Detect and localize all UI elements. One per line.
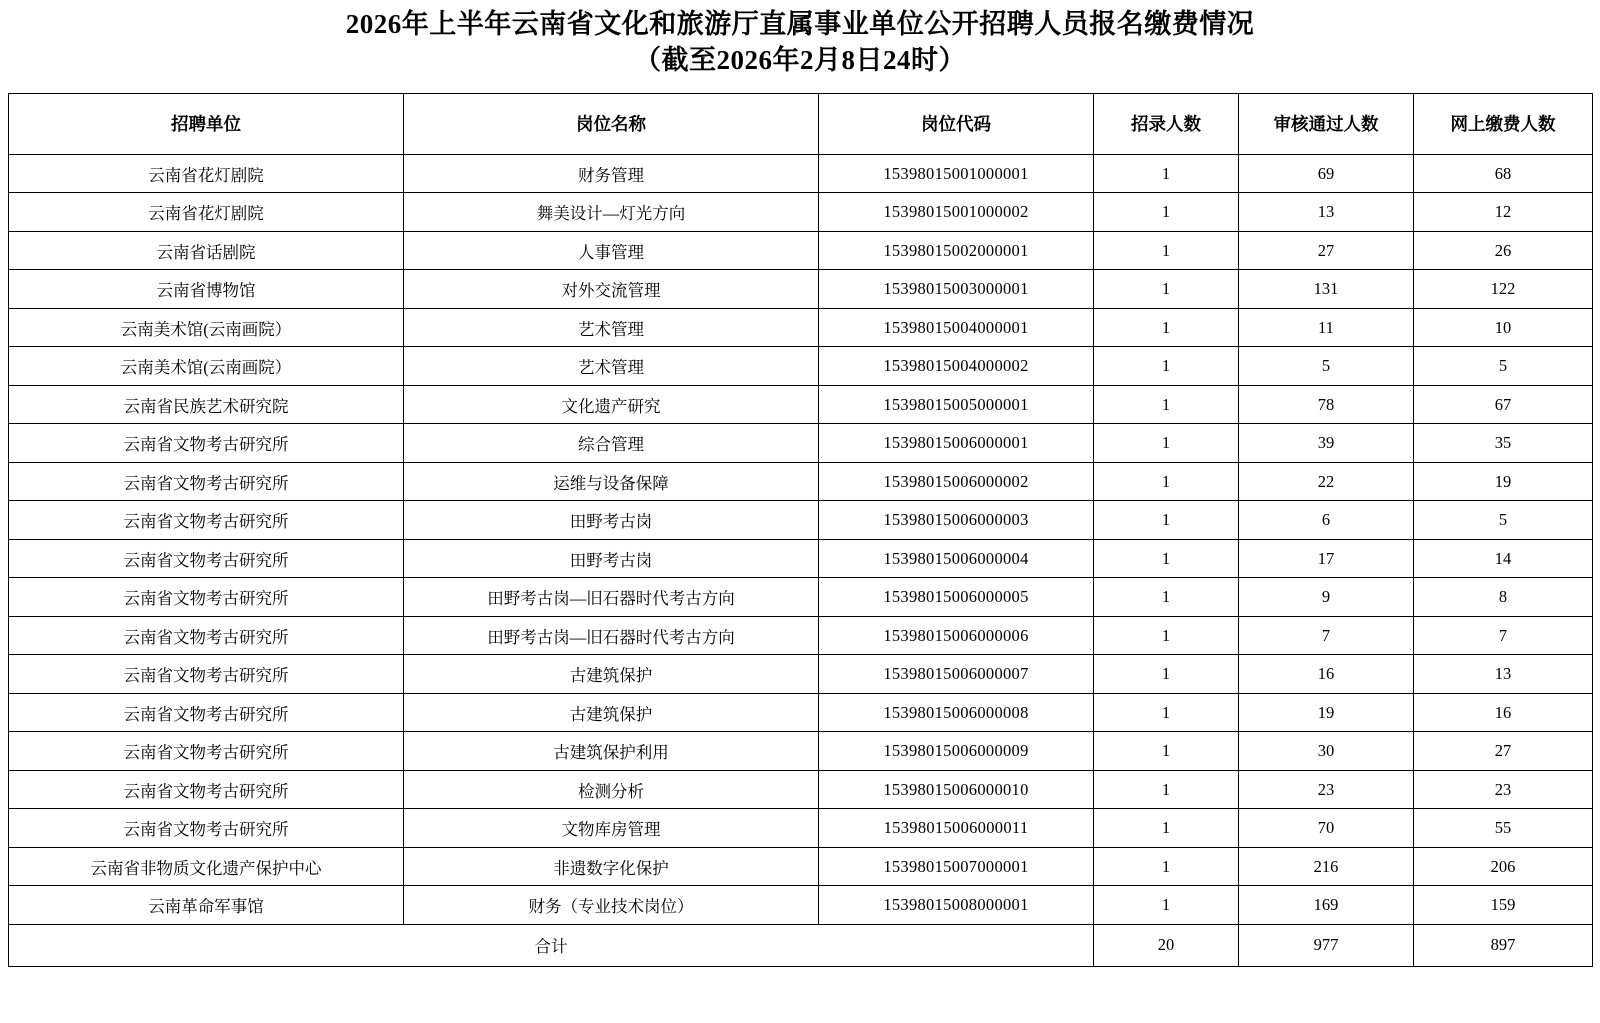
cell-unit: 云南美术馆(云南画院） [9, 308, 404, 347]
cell-hire: 1 [1094, 193, 1239, 232]
cell-unit: 云南省文物考古研究所 [9, 578, 404, 617]
cell-code: 15398015002000001 [819, 231, 1094, 270]
cell-hire: 1 [1094, 655, 1239, 694]
recruitment-table [8, 93, 1593, 967]
cell-total-paid: 897 [1414, 924, 1593, 966]
cell-hire: 1 [1094, 886, 1239, 925]
cell-paid: 16 [1414, 693, 1593, 732]
cell-paid: 26 [1414, 231, 1593, 270]
cell-unit: 云南省文物考古研究所 [9, 424, 404, 463]
cell-hire: 1 [1094, 809, 1239, 848]
cell-hire: 1 [1094, 308, 1239, 347]
cell-passed: 78 [1239, 385, 1414, 424]
cell-post: 艺术管理 [404, 308, 819, 347]
cell-passed: 9 [1239, 578, 1414, 617]
cell-post: 对外交流管理 [404, 270, 819, 309]
cell-code: 15398015008000001 [819, 886, 1094, 925]
table-row [9, 693, 1593, 732]
cell-hire: 1 [1094, 578, 1239, 617]
cell-passed: 23 [1239, 770, 1414, 809]
cell-unit: 云南省文物考古研究所 [9, 770, 404, 809]
cell-passed: 13 [1239, 193, 1414, 232]
table-row [9, 770, 1593, 809]
cell-code: 15398015006000009 [819, 732, 1094, 771]
cell-code: 15398015001000002 [819, 193, 1094, 232]
column-header-paid-count: 网上缴费人数 [1414, 93, 1593, 154]
cell-total-hire: 20 [1094, 924, 1239, 966]
table-row [9, 385, 1593, 424]
cell-post: 古建筑保护 [404, 693, 819, 732]
cell-unit: 云南省文物考古研究所 [9, 539, 404, 578]
cell-paid: 13 [1414, 655, 1593, 694]
cell-post: 文物库房管理 [404, 809, 819, 848]
cell-paid: 8 [1414, 578, 1593, 617]
cell-unit: 云南革命军事馆 [9, 886, 404, 925]
cell-unit: 云南省博物馆 [9, 270, 404, 309]
table-row [9, 347, 1593, 386]
cell-paid: 122 [1414, 270, 1593, 309]
cell-code: 15398015006000010 [819, 770, 1094, 809]
cell-hire: 1 [1094, 347, 1239, 386]
cell-paid: 10 [1414, 308, 1593, 347]
cell-hire: 1 [1094, 231, 1239, 270]
cell-code: 15398015004000002 [819, 347, 1094, 386]
cell-passed: 6 [1239, 501, 1414, 540]
column-header-post: 岗位名称 [404, 93, 819, 154]
cell-hire: 1 [1094, 424, 1239, 463]
cell-passed: 131 [1239, 270, 1414, 309]
cell-passed: 19 [1239, 693, 1414, 732]
table-row [9, 308, 1593, 347]
cell-post: 文化遗产研究 [404, 385, 819, 424]
table-row [9, 501, 1593, 540]
cell-passed: 216 [1239, 847, 1414, 886]
table-row [9, 655, 1593, 694]
cell-passed: 70 [1239, 809, 1414, 848]
cell-code: 15398015006000006 [819, 616, 1094, 655]
cell-hire: 1 [1094, 462, 1239, 501]
table-header-row [9, 93, 1593, 154]
cell-passed: 5 [1239, 347, 1414, 386]
cell-code: 15398015006000008 [819, 693, 1094, 732]
table-row [9, 539, 1593, 578]
cell-unit: 云南省文物考古研究所 [9, 809, 404, 848]
document-title-block [0, 0, 1600, 79]
column-header-hire-count: 招录人数 [1094, 93, 1239, 154]
column-header-passed-count: 审核通过人数 [1239, 93, 1414, 154]
cell-hire: 1 [1094, 539, 1239, 578]
table-row [9, 193, 1593, 232]
cell-unit: 云南省文物考古研究所 [9, 616, 404, 655]
cell-paid: 68 [1414, 154, 1593, 193]
table-row [9, 578, 1593, 617]
cell-post: 运维与设备保障 [404, 462, 819, 501]
table-row [9, 154, 1593, 193]
cell-unit: 云南省文物考古研究所 [9, 655, 404, 694]
cell-unit: 云南省花灯剧院 [9, 193, 404, 232]
cell-hire: 1 [1094, 693, 1239, 732]
cell-passed: 30 [1239, 732, 1414, 771]
cell-code: 15398015006000004 [819, 539, 1094, 578]
cell-passed: 27 [1239, 231, 1414, 270]
cell-unit: 云南省文物考古研究所 [9, 693, 404, 732]
cell-code: 15398015004000001 [819, 308, 1094, 347]
cell-code: 15398015006000005 [819, 578, 1094, 617]
cell-post: 非遗数字化保护 [404, 847, 819, 886]
table-row [9, 847, 1593, 886]
cell-hire: 1 [1094, 616, 1239, 655]
column-header-code: 岗位代码 [819, 93, 1094, 154]
cell-total-passed: 977 [1239, 924, 1414, 966]
cell-paid: 23 [1414, 770, 1593, 809]
cell-total-label: 合计 [9, 924, 1094, 966]
table-container [0, 93, 1600, 967]
cell-unit: 云南省话剧院 [9, 231, 404, 270]
cell-unit: 云南省文物考古研究所 [9, 732, 404, 771]
cell-paid: 12 [1414, 193, 1593, 232]
cell-unit: 云南省文物考古研究所 [9, 501, 404, 540]
table-row [9, 886, 1593, 925]
cell-post: 古建筑保护 [404, 655, 819, 694]
cell-paid: 35 [1414, 424, 1593, 463]
table-row [9, 270, 1593, 309]
cell-post: 田野考古岗—旧石器时代考古方向 [404, 616, 819, 655]
cell-paid: 14 [1414, 539, 1593, 578]
table-header [9, 93, 1593, 154]
cell-post: 田野考古岗—旧石器时代考古方向 [404, 578, 819, 617]
cell-hire: 1 [1094, 847, 1239, 886]
cell-post: 田野考古岗 [404, 501, 819, 540]
cell-code: 15398015001000001 [819, 154, 1094, 193]
cell-post: 田野考古岗 [404, 539, 819, 578]
table-body [9, 154, 1593, 966]
page-subtitle: （截至2026年2月8日24时） [634, 45, 966, 76]
cell-paid: 5 [1414, 347, 1593, 386]
cell-paid: 55 [1414, 809, 1593, 848]
cell-passed: 11 [1239, 308, 1414, 347]
cell-paid: 5 [1414, 501, 1593, 540]
cell-code: 15398015006000002 [819, 462, 1094, 501]
cell-passed: 17 [1239, 539, 1414, 578]
table-row [9, 809, 1593, 848]
cell-code: 15398015005000001 [819, 385, 1094, 424]
cell-post: 综合管理 [404, 424, 819, 463]
cell-post: 古建筑保护利用 [404, 732, 819, 771]
cell-code: 15398015006000001 [819, 424, 1094, 463]
cell-unit: 云南省花灯剧院 [9, 154, 404, 193]
cell-hire: 1 [1094, 270, 1239, 309]
table-row [9, 616, 1593, 655]
cell-hire: 1 [1094, 154, 1239, 193]
cell-passed: 22 [1239, 462, 1414, 501]
cell-hire: 1 [1094, 385, 1239, 424]
cell-hire: 1 [1094, 501, 1239, 540]
cell-post: 财务（专业技术岗位） [404, 886, 819, 925]
cell-paid: 27 [1414, 732, 1593, 771]
cell-hire: 1 [1094, 732, 1239, 771]
cell-post: 舞美设计—灯光方向 [404, 193, 819, 232]
cell-hire: 1 [1094, 770, 1239, 809]
cell-paid: 19 [1414, 462, 1593, 501]
cell-passed: 39 [1239, 424, 1414, 463]
cell-code: 15398015007000001 [819, 847, 1094, 886]
table-row [9, 732, 1593, 771]
cell-passed: 7 [1239, 616, 1414, 655]
cell-code: 15398015006000007 [819, 655, 1094, 694]
cell-paid: 159 [1414, 886, 1593, 925]
cell-code: 15398015003000001 [819, 270, 1094, 309]
cell-passed: 169 [1239, 886, 1414, 925]
cell-paid: 206 [1414, 847, 1593, 886]
page-title: 2026年上半年云南省文化和旅游厅直属事业单位公开招聘人员报名缴费情况 [345, 9, 1255, 39]
cell-passed: 69 [1239, 154, 1414, 193]
column-header-unit: 招聘单位 [9, 93, 404, 154]
cell-post: 人事管理 [404, 231, 819, 270]
cell-code: 15398015006000011 [819, 809, 1094, 848]
cell-unit: 云南省民族艺术研究院 [9, 385, 404, 424]
cell-paid: 7 [1414, 616, 1593, 655]
cell-unit: 云南省文物考古研究所 [9, 462, 404, 501]
cell-paid: 67 [1414, 385, 1593, 424]
cell-unit: 云南省非物质文化遗产保护中心 [9, 847, 404, 886]
table-row [9, 231, 1593, 270]
cell-post: 财务管理 [404, 154, 819, 193]
cell-unit: 云南美术馆(云南画院） [9, 347, 404, 386]
table-row [9, 424, 1593, 463]
cell-passed: 16 [1239, 655, 1414, 694]
table-total-row [9, 924, 1593, 966]
cell-post: 检测分析 [404, 770, 819, 809]
table-row [9, 462, 1593, 501]
cell-post: 艺术管理 [404, 347, 819, 386]
cell-code: 15398015006000003 [819, 501, 1094, 540]
